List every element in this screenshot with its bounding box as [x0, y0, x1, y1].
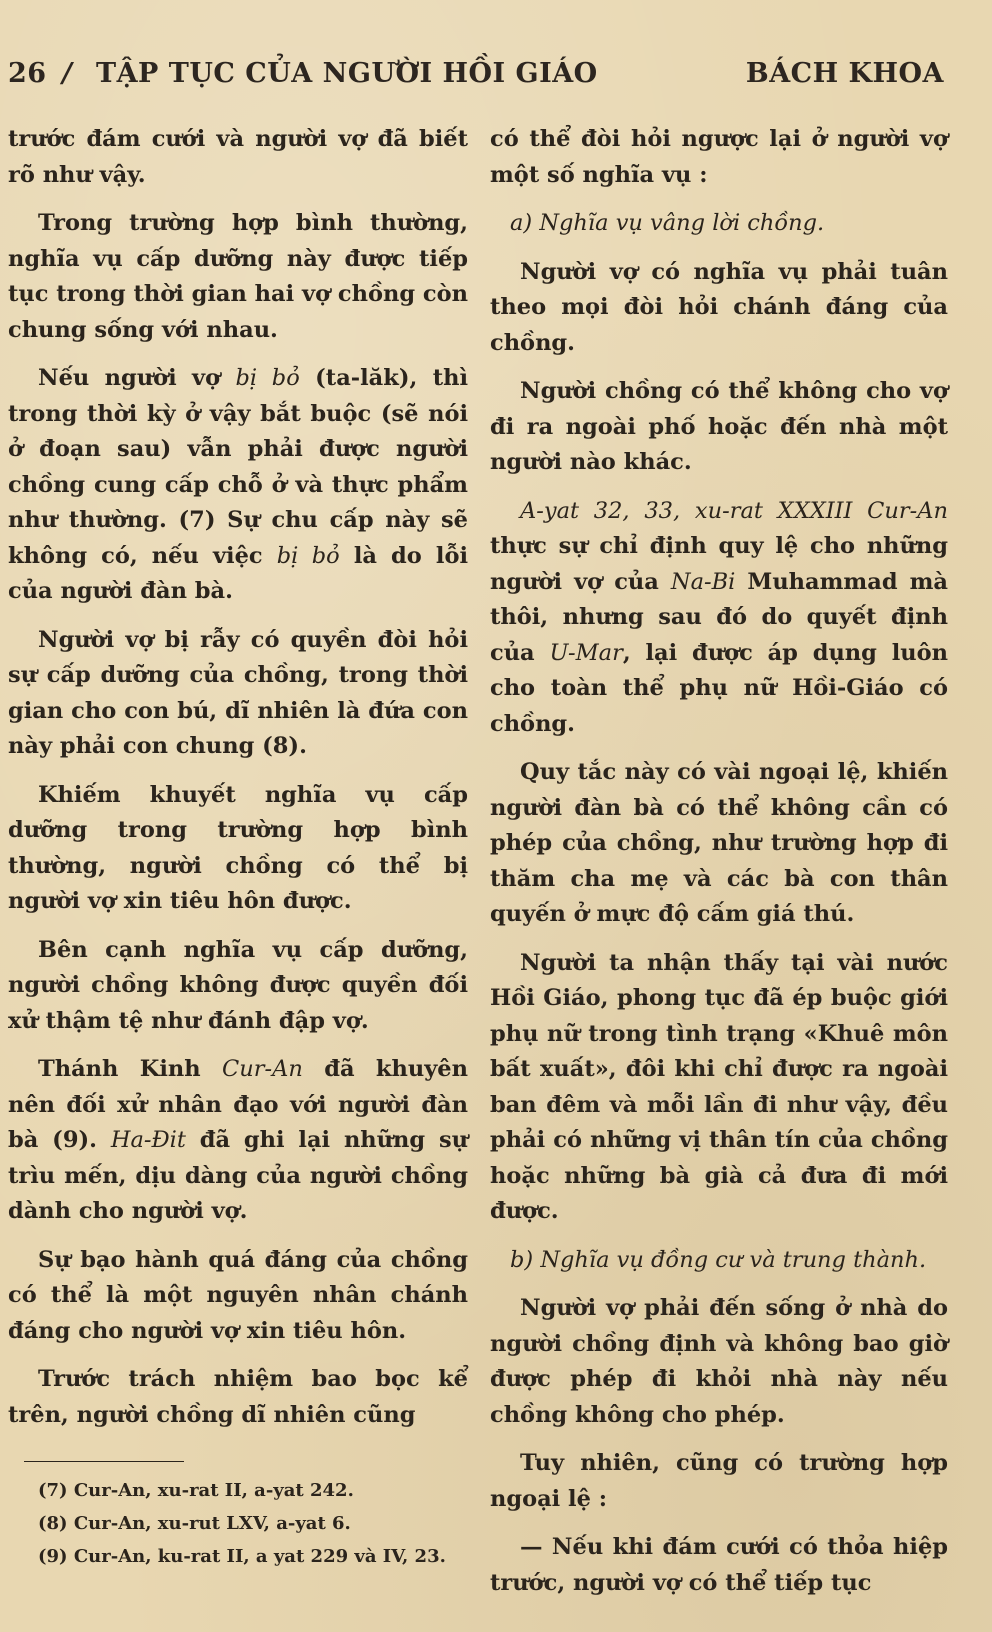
text-span: , lại được áp dụng luôn cho toàn thể phụ nữ Hồi-Giáo có chồng. — [490, 639, 948, 737]
italic-term: Na-Bi — [670, 568, 736, 595]
paragraph: Trong trường hợp bình thường, nghĩa vụ cấp dưỡng này được tiếp tục trong thời gian hai vợ chồng còn chung sống với nhau. — [8, 210, 468, 343]
text-span: Muhammad mà thôi, nhưng sau đó do quyết định của — [490, 568, 948, 666]
footnote: (9) Cur-An, ku-rat II, a yat 229 và IV, 23. — [38, 1546, 446, 1567]
italic-term: Cur-An — [222, 1056, 303, 1082]
paragraph: Sự bạo hành quá đáng của chồng có thể là một nguyên nhân chánh đáng cho người vợ xin tiêu hôn. — [8, 1246, 468, 1344]
running-header — [8, 58, 952, 108]
text-span: là do lỗi của người đàn bà. — [8, 542, 469, 604]
paragraph: Người ta nhận thấy tại vài nước Hồi Giáo, phong tục đã ép buộc giới phụ nữ trong tình trạng «Khuê môn bất xuất», đôi khi chỉ được ra ngoài ban đêm và mỗi lần đi như vậy, đều phải có những vị thân tín của chồng hoặc những bà già cả đưa đi mới được. — [490, 949, 948, 1224]
footnote: (7) Cur-An, xu-rat II, a-yat 242. — [38, 1480, 354, 1501]
left-column — [8, 122, 468, 1614]
paragraph: Người vợ phải đến sống ở nhà do người chồng định và không bao giờ được phép đi khỏi nhà này nếu chồng không cho phép. — [490, 1295, 948, 1428]
italic-term: U-Mar — [549, 639, 623, 666]
paragraph: trước đám cưới và người vợ đã biết rõ như vậy. — [8, 126, 468, 188]
text-span: đã ghi lại những sự trìu mến, dịu dàng của người chồng dành cho người vợ. — [8, 1127, 469, 1224]
text-span: (ta-lăk), thì trong thời kỳ ở vậy bắt buộc (sẽ nói ở đoạn sau) vẫn phải được người chồng cung cấp chỗ ở và thực phẩm như thường. (7) Sự chu cấp này sẽ không có, nếu việc — [8, 365, 468, 569]
paragraph: Người vợ có nghĩa vụ phải tuân theo mọi đòi hỏi chánh đáng của chồng. — [490, 258, 948, 356]
header-separator: / — [62, 58, 73, 89]
paragraph — [8, 1052, 468, 1230]
right-column — [490, 122, 952, 1614]
paragraph: Người vợ bị rẫy có quyền đòi hỏi sự cấp dưỡng của chồng, trong thời gian cho con bú, dĩ nhiên là đứa con này phải con chung (8). — [8, 626, 468, 759]
paragraph: có thể đòi hỏi ngược lại ở người vợ một số nghĩa vụ : — [490, 126, 948, 188]
page-number: 26 — [8, 58, 47, 89]
italic-term: bị bỏ — [276, 542, 340, 569]
article-title: TẬP TỤC CỦA NGƯỜI HỒI GIÁO — [96, 58, 598, 89]
paragraph — [8, 361, 468, 610]
paragraph: Bên cạnh nghĩa vụ cấp dưỡng, người chồng không được quyền đối xử thậm tệ như đánh đập vợ. — [8, 936, 468, 1034]
text-span: Thánh Kinh — [38, 1056, 223, 1082]
text-span: thực sự chỉ định quy lệ cho những người vợ của — [490, 533, 948, 595]
paragraph: — Nếu khi đám cưới có thỏa hiệp trước, người vợ có thể tiếp tục — [490, 1534, 948, 1596]
paragraph: Tuy nhiên, cũng có trường hợp ngoại lệ : — [490, 1450, 948, 1512]
footnotes — [8, 1474, 468, 1573]
journal-name: BÁCH KHOA — [745, 58, 944, 89]
footnote: (8) Cur-An, xu-rut LXV, a-yat 6. — [38, 1513, 351, 1534]
section-heading: b) Nghĩa vụ đồng cư và trung thành. — [510, 1246, 927, 1273]
paragraph: Người chồng có thể không cho vợ đi ra ngoài phố hoặc đến nhà một người nào khác. — [490, 378, 948, 475]
paragraph — [490, 494, 948, 743]
italic-term: A-yat 32, 33, xu-rat XXXIII Cur-An — [520, 497, 948, 524]
footnote-divider — [24, 1461, 184, 1462]
text-span: Nếu người vợ — [38, 365, 236, 391]
italic-term: Ha-Đit — [110, 1127, 186, 1153]
text-span: đã khuyên nên đối xử nhân đạo với người đàn bà (9). — [8, 1056, 468, 1153]
paragraph: Khiếm khuyết nghĩa vụ cấp dưỡng trong trường hợp bình thường, người chồng có thể bị người vợ xin tiêu hôn được. — [8, 781, 468, 914]
paragraph: Quy tắc này có vài ngoại lệ, khiến người đàn bà có thể không cần có phép của chồng, như trường hợp đi thăm cha mẹ và các bà con thân quyến ở mực độ cấm giá thú. — [490, 759, 948, 927]
text-columns — [8, 122, 952, 1614]
section-heading: a) Nghĩa vụ vâng lời chồng. — [510, 210, 825, 236]
italic-term: bị bỏ — [235, 365, 300, 391]
paragraph: Trước trách nhiệm bao bọc kể trên, người chồng dĩ nhiên cũng — [8, 1366, 468, 1428]
